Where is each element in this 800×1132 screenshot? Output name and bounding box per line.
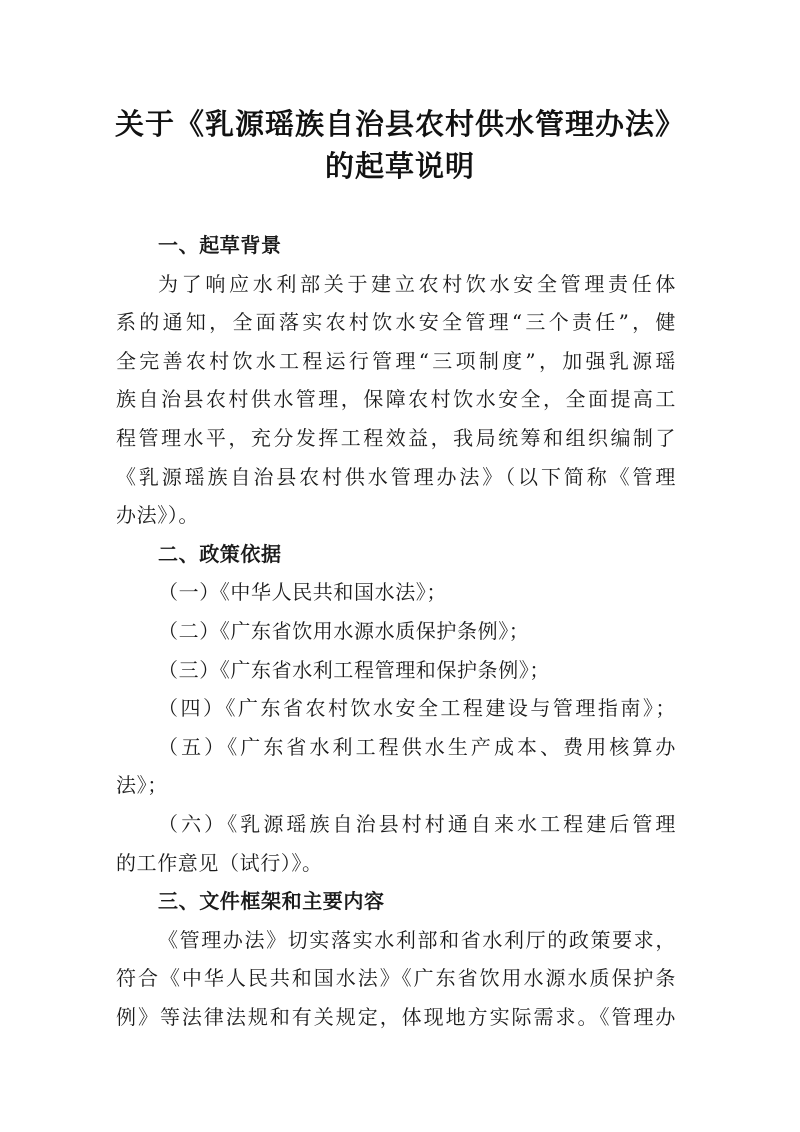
paragraph-line: 办法》）。 — [116, 503, 199, 528]
list-item: （五）《广东省水利工程供水生产成本、费用核算办 — [158, 734, 676, 759]
paragraph-line: 全完善农村饮水工程运行管理“三项制度”，加强乳源瑶 — [116, 348, 676, 373]
section-heading-policy-basis: 二、政策依据 — [158, 541, 282, 566]
paragraph-line: 族自治县农村供水管理，保障农村饮水安全，全面提高工 — [116, 387, 676, 412]
paragraph-line: 为了响应水利部关于建立农村饮水安全管理责任体 — [158, 271, 676, 296]
section-heading-framework: 三、文件框架和主要内容 — [158, 889, 385, 914]
paragraph-line: 《管理办法》切实落实水利部和省水利厅的政策要求， — [158, 927, 676, 952]
list-item: （四）《广东省农村饮水安全工程建设与管理指南》； — [158, 696, 676, 721]
section-heading-background: 一、起草背景 — [158, 233, 282, 257]
document-title-line-2: 的起草说明 — [324, 149, 475, 183]
paragraph-line: 程管理水平，充分发挥工程效益，我局统筹和组织编制了 — [116, 425, 676, 450]
list-item-continuation: 的工作意见（试行）》。 — [116, 850, 323, 875]
list-item: （一）《中华人民共和国水法》； — [158, 580, 447, 605]
list-item-continuation: 法》； — [116, 773, 168, 798]
list-item: （六）《乳源瑶族自治县村村通自来水工程建后管理 — [158, 811, 676, 836]
paragraph-line: 例》等法律法规和有关规定，体现地方实际需求。《管理办 — [116, 1004, 676, 1029]
paragraph-line: 符合《中华人民共和国水法》《广东省饮用水源水质保护条 — [116, 966, 676, 991]
document-body — [116, 226, 676, 1036]
paragraph-line: 系的通知，全面落实农村饮水安全管理“三个责任”，健 — [116, 310, 676, 335]
list-item: （二）《广东省饮用水源水质保护条例》； — [158, 618, 530, 643]
document-title-line-1: 关于《乳源瑶族自治县农村供水管理办法》 — [114, 107, 685, 141]
list-item: （三）《广东省水利工程管理和保护条例》； — [158, 657, 550, 682]
paragraph-line: 《乳源瑶族自治县农村供水管理办法》（以下简称《管理 — [116, 464, 676, 489]
